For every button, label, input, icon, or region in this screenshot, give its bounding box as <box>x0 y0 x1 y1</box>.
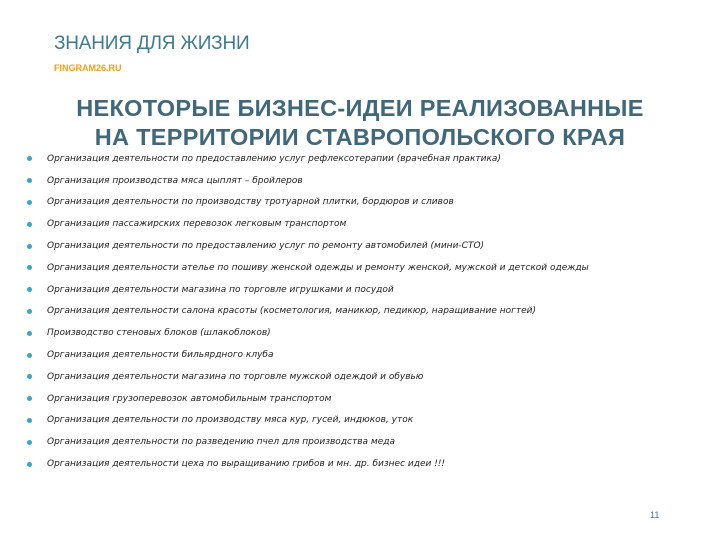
list-item-text: Организация деятельности по предоставлению услуг рефлексотерапии (врачебная практика) <box>47 153 501 164</box>
slide-title <box>0 94 720 152</box>
list-item <box>27 235 697 257</box>
list-item <box>27 322 697 344</box>
list-item <box>27 257 697 279</box>
list-item <box>27 301 697 323</box>
list-item <box>27 453 697 475</box>
bullet-icon <box>27 396 32 401</box>
list-item <box>27 344 697 366</box>
list-item <box>27 410 697 432</box>
bullet-icon <box>27 331 32 336</box>
list-item <box>27 170 697 192</box>
list-item <box>27 279 697 301</box>
bullet-icon <box>27 309 32 314</box>
list-item-text: Организация деятельности салона красоты (косметология, маникюр, педикюр, наращивание ногтей) <box>47 306 536 317</box>
list-item-text: Организация деятельности ателье по пошиву женской одежды и ремонту женской, мужской и детской одежды <box>47 262 589 273</box>
list-item-text: Организация деятельности по разведению пчел для производства меда <box>47 437 395 448</box>
list-item <box>27 366 697 388</box>
bullet-icon <box>27 156 32 161</box>
list-item-text: Организация деятельности по производству мяса кур, гусей, индюков, уток <box>47 415 414 426</box>
list-item <box>27 148 697 170</box>
list-item-text: Организация пассажирских перевозок легковым транспортом <box>47 219 347 230</box>
business-ideas-list <box>27 148 697 475</box>
list-item-text: Организация деятельности цеха по выращиванию грибов и мн. др. бизнес идеи !!! <box>47 459 446 470</box>
bullet-icon <box>27 353 32 358</box>
bullet-icon <box>27 244 32 249</box>
bullet-icon <box>27 374 32 379</box>
list-item-text: Организация деятельности по предоставлению услуг по ремонту автомобилей (мини-СТО) <box>47 241 485 252</box>
bullet-icon <box>27 178 32 183</box>
bullet-icon <box>27 440 32 445</box>
list-item-text: Организация деятельности магазина по торговле игрушками и посудой <box>47 284 394 295</box>
bullet-icon <box>27 462 32 467</box>
list-item-text: Организация деятельности магазина по торговле мужской одеждой и обувью <box>47 371 424 382</box>
bullet-icon <box>27 418 32 423</box>
brand-url: FINGRAM26.RU <box>54 63 122 73</box>
list-item <box>27 431 697 453</box>
list-item <box>27 388 697 410</box>
list-item-text: Производство стеновых блоков (шлакоблоков) <box>47 328 271 339</box>
list-item-text: Организация деятельности бильярдного клуба <box>47 350 274 361</box>
page-number: 11 <box>650 510 660 520</box>
bullet-icon <box>27 200 32 205</box>
brand-title: ЗНАНИЯ ДЛЯ ЖИЗНИ <box>54 33 250 54</box>
list-item-text: Организация производства мяса цыплят – бройлеров <box>47 175 303 186</box>
bullet-icon <box>27 287 32 292</box>
bullet-icon <box>27 222 32 227</box>
bullet-icon <box>27 265 32 270</box>
slide-title-line-2: НА ТЕРРИТОРИИ СТАВРОПОЛЬСКОГО КРАЯ <box>94 124 626 150</box>
list-item-text: Организация грузоперевозок автомобильным транспортом <box>47 393 332 404</box>
slide-title-line-1: НЕКОТОРЫЕ БИЗНЕС-ИДЕИ РЕАЛИЗОВАННЫЕ <box>76 95 644 121</box>
list-item <box>27 192 697 214</box>
list-item-text: Организация деятельности по производству тротуарной плитки, бордюров и сливов <box>47 197 454 208</box>
list-item <box>27 213 697 235</box>
